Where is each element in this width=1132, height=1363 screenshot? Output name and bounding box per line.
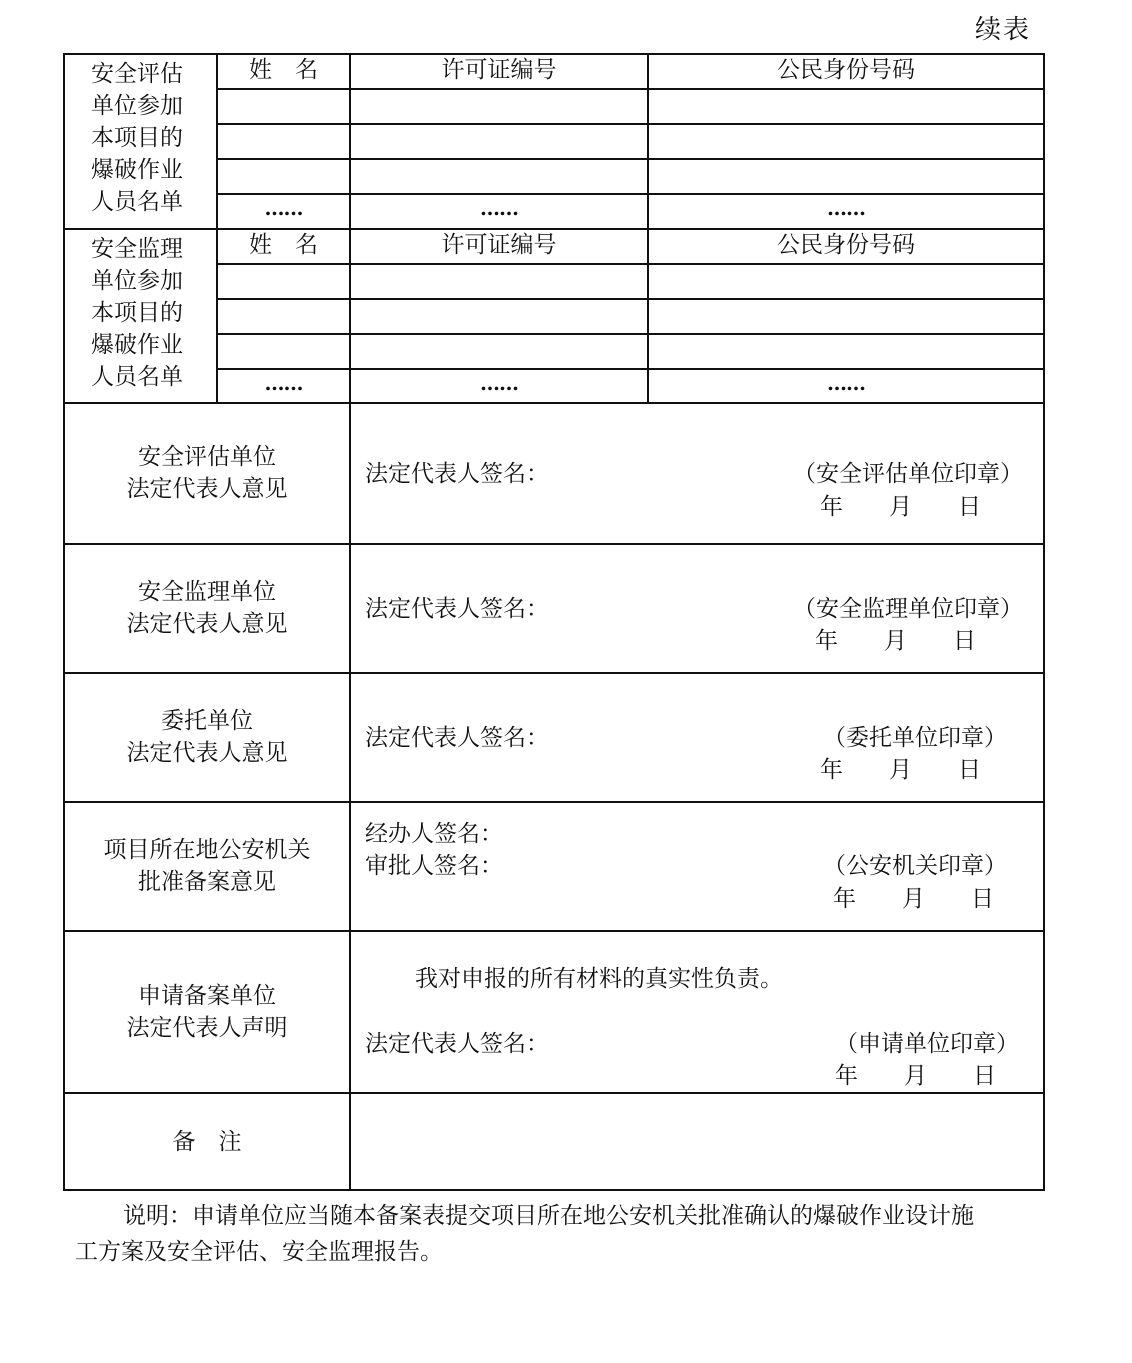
column-header-id-number: 公民身份号码 xyxy=(777,57,915,83)
personnel-section-label-line: 爆破作业 xyxy=(91,157,183,183)
row-line xyxy=(216,158,1045,160)
column-line xyxy=(216,53,218,403)
date-label: 年 月 日 xyxy=(820,757,981,783)
column-line xyxy=(349,53,351,403)
row-line xyxy=(216,298,1045,300)
legal-representative-signature-label: 法定代表人签名： xyxy=(365,461,549,487)
personnel-section-label-line: 单位参加 xyxy=(91,268,183,294)
seal-label: （公安机关印章） xyxy=(823,853,1007,879)
filing-form-table xyxy=(63,53,1045,1191)
seal-label: （安全评估单位印章） xyxy=(793,461,1023,487)
section-divider xyxy=(63,930,1045,932)
ellipsis-row-marker: …… xyxy=(827,196,865,220)
opinion-row-label-line: 安全评估单位 xyxy=(138,444,276,470)
legal-representative-signature-label: 法定代表人签名： xyxy=(365,1031,549,1057)
section-divider xyxy=(63,672,1045,674)
row-line xyxy=(216,193,1045,195)
seal-label: （申请单位印章） xyxy=(835,1031,1019,1057)
continued-label: 续表 xyxy=(975,15,1032,45)
column-header-name: 姓 名 xyxy=(249,57,318,83)
section-divider xyxy=(63,1092,1045,1094)
footnote-line: 说明：申请单位应当随本备案表提交项目所在地公安机关批准确认的爆破作业设计施 xyxy=(123,1203,974,1229)
date-label: 年 月 日 xyxy=(833,886,994,912)
section-divider xyxy=(63,801,1045,803)
ellipsis-row-marker: …… xyxy=(264,371,303,395)
handler-signature-label: 经办人签名： xyxy=(365,821,503,847)
opinion-row-label-line: 法定代表人声明 xyxy=(126,1015,288,1041)
table-border-right xyxy=(1043,53,1045,1191)
row-line xyxy=(216,263,1045,265)
opinion-row-label-line: 批准备案意见 xyxy=(138,869,276,895)
row-line xyxy=(216,333,1045,335)
truthfulness-statement: 我对申报的所有材料的真实性负责。 xyxy=(415,966,783,992)
personnel-section-label-line: 安全监理 xyxy=(91,236,183,262)
date-label: 年 月 日 xyxy=(820,494,981,520)
personnel-section-label-line: 安全评估 xyxy=(91,61,183,87)
column-header-id-number: 公民身份号码 xyxy=(777,232,915,258)
section-divider xyxy=(63,543,1045,545)
ellipsis-row-marker: …… xyxy=(264,196,303,220)
ellipsis-row-marker: …… xyxy=(480,371,518,395)
section-divider xyxy=(63,402,1045,404)
footnote-line: 工方案及安全评估、安全监理报告。 xyxy=(75,1239,443,1265)
opinion-row-label-line: 申请备案单位 xyxy=(138,983,276,1009)
legal-representative-signature-label: 法定代表人签名： xyxy=(365,725,549,751)
opinion-row-label-line: 法定代表人意见 xyxy=(126,611,288,637)
date-label: 年 月 日 xyxy=(815,628,976,654)
personnel-section-label-line: 爆破作业 xyxy=(91,332,183,358)
remarks-label: 备 注 xyxy=(172,1129,242,1155)
legal-representative-signature-label: 法定代表人签名： xyxy=(365,596,549,622)
opinion-row-label-line: 安全监理单位 xyxy=(138,579,276,605)
opinion-row-label-line: 法定代表人意见 xyxy=(126,476,288,502)
row-line xyxy=(216,123,1045,125)
table-border-bottom xyxy=(63,1189,1045,1191)
footnote xyxy=(75,1198,1037,1270)
personnel-section-label-line: 人员名单 xyxy=(91,364,183,390)
opinion-row-label-line: 法定代表人意见 xyxy=(126,740,288,766)
opinion-row-label-line: 委托单位 xyxy=(161,708,253,734)
column-header-name: 姓 名 xyxy=(249,232,318,258)
row-line xyxy=(216,368,1045,370)
date-label: 年 月 日 xyxy=(835,1063,996,1089)
ellipsis-row-marker: …… xyxy=(827,371,865,395)
personnel-section-label-line: 本项目的 xyxy=(91,300,183,326)
column-line xyxy=(647,53,649,403)
seal-label: （委托单位印章） xyxy=(823,725,1007,751)
opinion-row-label-line: 项目所在地公安机关 xyxy=(103,837,311,863)
approver-signature-label: 审批人签名： xyxy=(365,853,503,879)
personnel-section-label-line: 单位参加 xyxy=(91,93,183,119)
ellipsis-row-marker: …… xyxy=(480,196,518,220)
personnel-section-label-line: 人员名单 xyxy=(91,189,183,215)
column-header-license-number: 许可证编号 xyxy=(441,232,557,258)
seal-label: （安全监理单位印章） xyxy=(793,596,1023,622)
personnel-section-label-line: 本项目的 xyxy=(91,125,183,151)
row-line xyxy=(216,88,1045,90)
column-header-license-number: 许可证编号 xyxy=(441,57,557,83)
column-line xyxy=(349,402,351,1190)
